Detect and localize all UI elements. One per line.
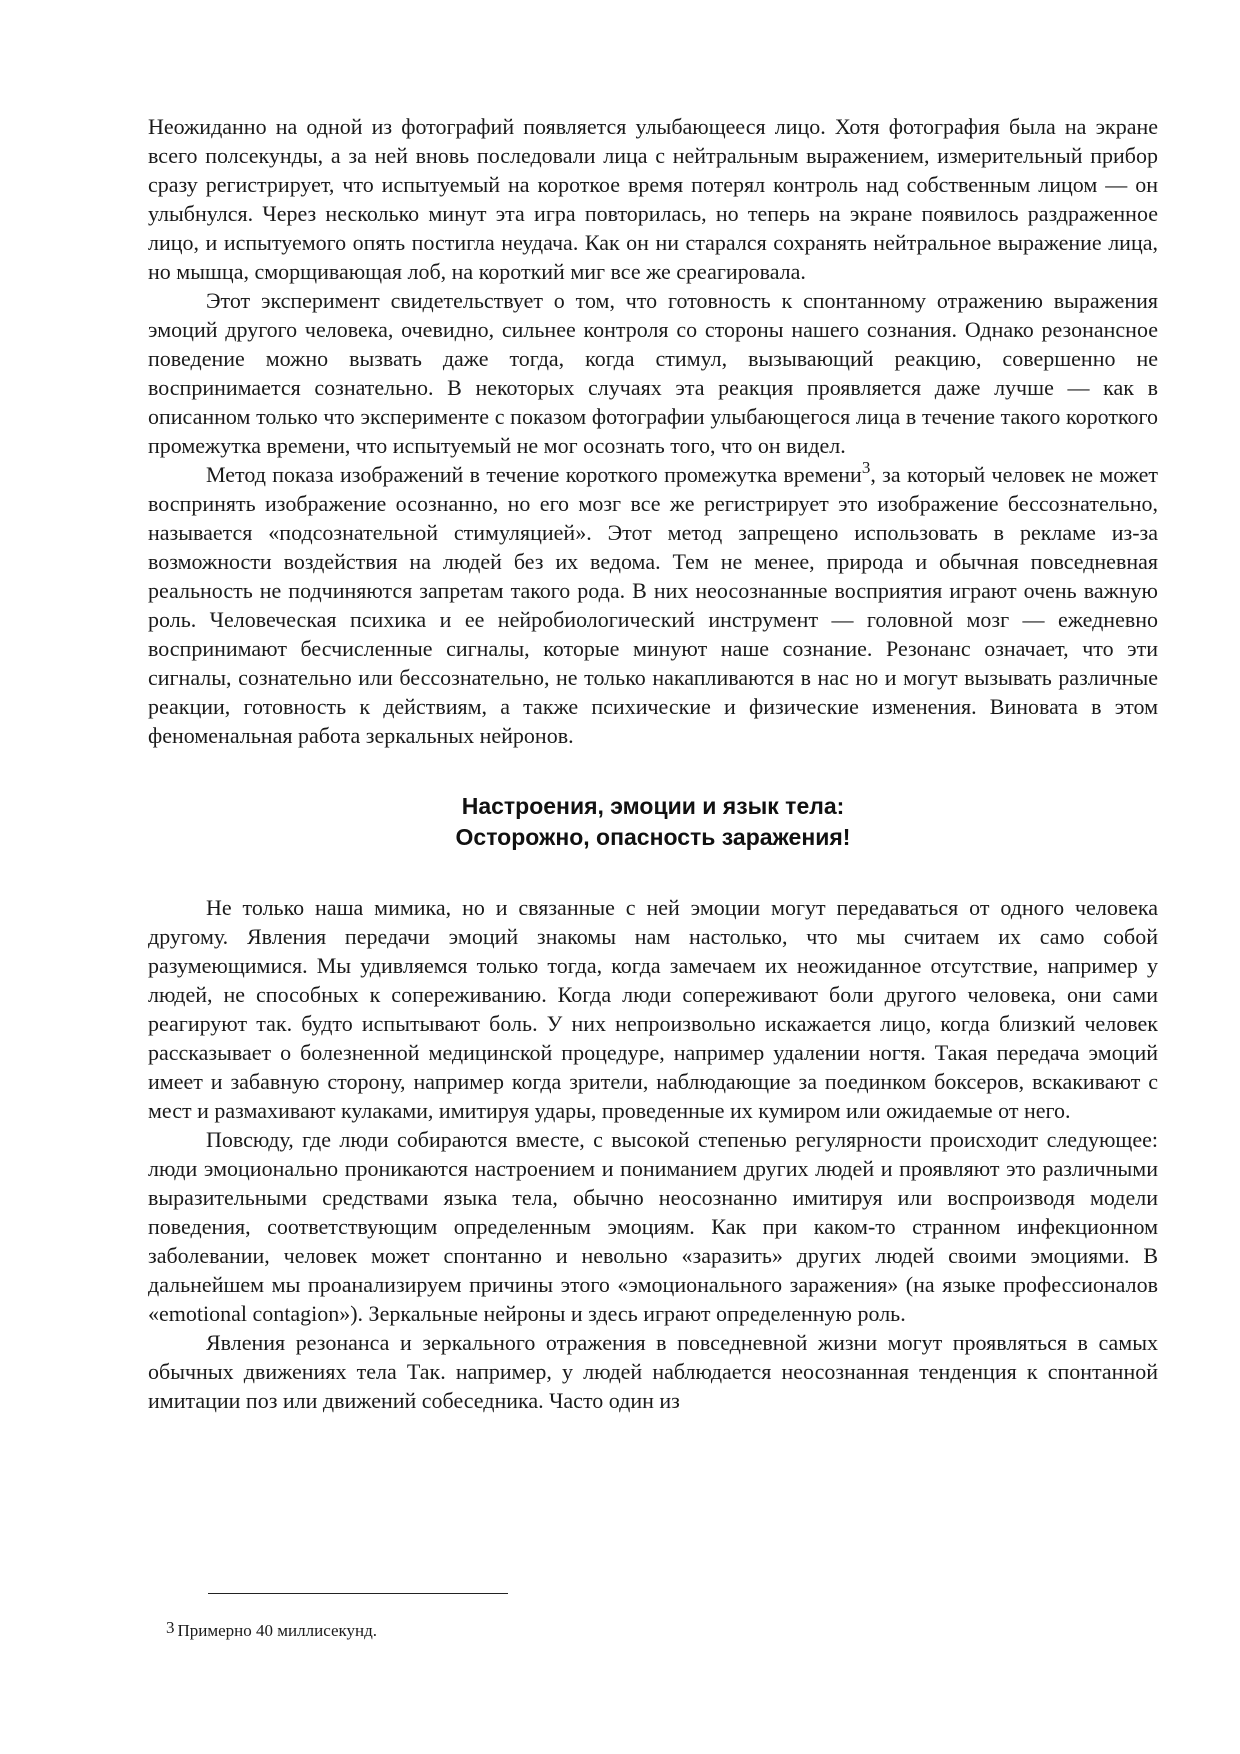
footnote-text: Примерно 40 миллисекунд. [177, 1621, 378, 1640]
section-heading-line-1: Настроения, эмоции и язык тела: [461, 793, 845, 819]
paragraph-text-before-footnote: Метод показа изображений в течение короткого промежутка времени [206, 462, 862, 487]
paragraph-experiment-conclusion: Этот эксперимент свидетельствует о том, что готовность к спонтанному отражению выражения эмоций другого человека, очевидно, сильнее контроля со стороны нашего сознания. Однако резонансное поведение можно вызвать даже тогда, когда стимул, вызывающий реакцию, совершенно не воспринимается сознательно. В некоторых случаях эта реакция проявляется даже лучше — как в описанном только что эксперименте с показом фотографии улыбающегося лица в течение такого короткого промежутка времени, что испытуемый не мог осознать того, что он видел. [148, 288, 1158, 458]
footnote-number: 3 [166, 1618, 175, 1637]
paragraph-subliminal-stimulation [148, 460, 1158, 750]
section-heading [148, 791, 1158, 853]
paragraph-emotion-transfer: Не только наша мимика, но и связанные с ней эмоции могут передаваться от одного человека другому. Явления передачи эмоций знакомы нам настолько, что мы считаем их само собой разумеющимися. Мы удивляемся только тогда, когда замечаем их неожиданное отсутствие, например у людей, не способных к сопереживанию. Когда люди сопереживают боли другого человека, они сами реагируют так. будто испытывают боль. У них непроизвольно искажается лицо, когда близкий человек рассказывает о болезненной медицинской процедуре, например удалении ногтя. Такая передача эмоций имеет и забавную сторону, например когда зрители, наблюдающие за поединком боксеров, вскакивают с мест и размахивают кулаками, имитируя удары, проведенные их кумиром или ожидаемые от него. [148, 895, 1158, 1123]
paragraph-body-mirroring: Явления резонанса и зеркального отражения в повседневной жизни могут проявляться в самых обычных движениях тела Так. например, у людей наблюдается неосознанная тенденция к спонтанной имитации поз или движений собеседника. Часто один из [148, 1330, 1158, 1413]
paragraph-experiment-smile: Неожиданно на одной из фотографий появляется улыбающееся лицо. Хотя фотография была на экране всего полсекунды, а за ней вновь последовали лица с нейтральным выражением, измерительный прибор сразу регистрирует, что испытуемый на короткое время потерял контроль над собственным лицом — он улыбнулся. Через несколько минут эта игра повторилась, но теперь на экране появилось раздраженное лицо, и испытуемого опять постигла неудача. Как он ни старался сохранять нейтральное выражение лица, но мышца, сморщивающая лоб, на короткий миг все же среагировала. [148, 114, 1158, 284]
page-body [148, 112, 1158, 1415]
section-heading-line-2: Осторожно, опасность заражения! [455, 824, 851, 850]
footnote-reference[interactable]: 3 [861, 458, 871, 477]
paragraph-text-after-footnote: , за который человек не может воспринять изображение осознанно, но его мозг все же регистрирует это изображение бессознательно, называется «подсознательной стимуляцией». Этот метод запрещено использовать в рекламе из-за возможности воздействия на людей без их ведома. Тем не менее, природа и обычная повседневная реальность не подчиняются запретам такого рода. В них неосознанные восприятия играют очень важную роль. Человеческая психика и ее нейробиологический инструмент — головной мозг — ежедневно воспринимают бесчисленные сигналы, которые минуют наше сознание. Резонанс означает, что эти сигналы, сознательно или бессознательно, не только накапливаются в нас но и могут вызывать различные реакции, готовность к действиям, а также психические и физические изменения. Виновата в этом феноменальная работа зеркальных нейронов. [148, 462, 1158, 748]
footnote [166, 1617, 377, 1642]
footnote-divider [208, 1593, 508, 1594]
paragraph-emotional-contagion: Повсюду, где люди собираются вместе, с высокой степенью регулярности происходит следующее: люди эмоционально проникаются настроением и пониманием других людей и проявляют это различными выразительными средствами языка тела, обычно неосознанно имитируя или воспроизводя модели поведения, соответствующим определенным эмоциям. Как при каком-то странном инфекционном заболевании, человек может спонтанно и невольно «заразить» других людей своими эмоциями. В дальнейшем мы проанализируем причины этого «эмоционального заражения» (на языке профессионалов «emotional contagion»). Зеркальные нейроны и здесь играют определенную роль. [148, 1127, 1158, 1326]
